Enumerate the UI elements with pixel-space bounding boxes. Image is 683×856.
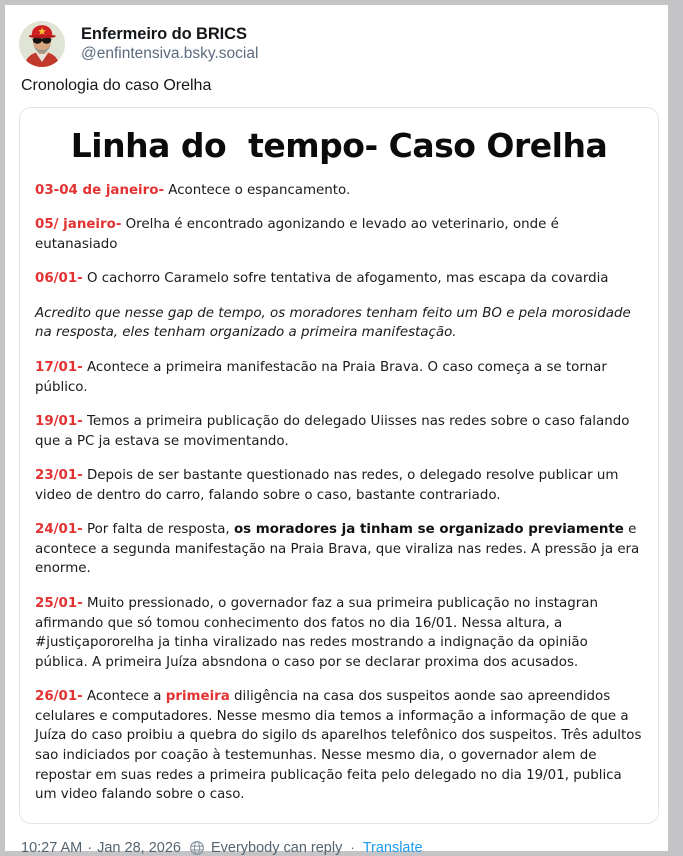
entry-date: 05/ janeiro- bbox=[35, 217, 122, 233]
timeline-entry bbox=[34, 358, 644, 397]
timeline-entry bbox=[34, 304, 644, 343]
entry-date: 24/01- bbox=[35, 522, 83, 538]
avatar-image bbox=[19, 21, 65, 67]
entry-body: Acontece a primeira manifestacão na Praia Brava. O caso começa a se tornar público. bbox=[35, 359, 607, 395]
entry-body: Acontece a bbox=[82, 689, 166, 705]
entry-body: Depois de ser bastante questionado nas redes, o delegado resolve publicar um video de dentro do carro, falando sobre o caso, bastante contrariado. bbox=[35, 468, 619, 503]
timeline-entry bbox=[34, 215, 644, 254]
author-display-name[interactable]: Enfermeiro do BRICS bbox=[81, 24, 247, 43]
entry-body: Orelha é encontrado agonizando e levado ao veterinario, onde é eutanasiado bbox=[35, 217, 559, 252]
entry-date: 17/01- bbox=[35, 359, 83, 375]
post-time: 10:27 AM bbox=[21, 839, 83, 856]
avatar[interactable] bbox=[19, 21, 65, 67]
timeline-entries bbox=[34, 181, 644, 805]
timeline-entry bbox=[34, 466, 644, 505]
timeline-entry bbox=[34, 687, 644, 804]
author-identity bbox=[81, 25, 258, 64]
entry-date: 25/01- bbox=[35, 596, 83, 612]
entry-date: 26/01- bbox=[35, 689, 83, 705]
timeline-entry bbox=[34, 181, 644, 201]
footer-separator: · bbox=[350, 840, 355, 856]
entry-date: 03-04 de janeiro- bbox=[35, 182, 165, 198]
entry-body: Muito pressionado, o governador faz a sua primeira publicação no instagran afirmando que só tomou conhecimento dos fatos no dia 16/01. Nessa altura, a #justiçapororelha ja tinha viralizado nas redes mostrando a indignação da opinião pública. A primeira Juíza absndona o caso por se declarar proxima dos acusados. bbox=[35, 596, 598, 670]
entry-body: O cachorro Caramelo sofre tentativa de afogamento, mas escapa da covardia bbox=[82, 271, 609, 287]
entry-body: Acontece o espancamento. bbox=[164, 182, 351, 198]
time-date-separator: · bbox=[87, 839, 93, 856]
audience-label: Everybody can reply bbox=[210, 839, 343, 856]
author-handle[interactable]: @enfintensiva.bsky.social bbox=[81, 45, 259, 63]
entry-body-highlight: primeira bbox=[165, 689, 230, 705]
post-date: Jan 28, 2026 bbox=[97, 839, 181, 856]
entry-date: 19/01- bbox=[35, 414, 83, 430]
entry-body: diligência na casa dos suspeitos aonde sao apreendidos celulares e computadores. Nesse mesmo dia temos a informação a informação de que a Juíza do caso proibiu a quebra do sigilo ds aparelhos telefônico dos suspeitos. Três adultos sao indiciados por coação à testemunhas. Nesse mesmo dia, o governador alem de repostar em suas redes a primeira publicação feita pelo delegado no dia 19/01, publica um video falando sobre o caso. bbox=[35, 689, 642, 803]
embedded-image-card[interactable] bbox=[19, 107, 659, 824]
entry-body: e acontece a segunda manifestação na Praia Brava, que viraliza nas redes. A pressão ja era enorme. bbox=[35, 522, 640, 577]
entry-body: Temos a primeira publicação do delegado Uiisses nas redes sobre o caso falando que a PC ja estava se movimentando. bbox=[35, 414, 630, 449]
timeline-entry bbox=[34, 594, 644, 672]
entry-body: Acredito que nesse gap de tempo, os moradores tenham feito um BO e pela morosidade na resposta, eles tenham organizado a primeira manifestação. bbox=[35, 305, 631, 341]
globe-icon bbox=[189, 840, 205, 856]
timeline-entry bbox=[34, 269, 644, 289]
post-text: Cronologia do caso Orelha bbox=[21, 77, 212, 94]
translate-link[interactable]: Translate bbox=[362, 839, 423, 856]
entry-body: Por falta de resposta, bbox=[82, 522, 234, 538]
entry-date: 23/01- bbox=[35, 468, 83, 484]
entry-body-bold: os moradores ja tinham se organizado previamente bbox=[233, 522, 624, 538]
post-container bbox=[5, 5, 673, 856]
timeline-entry bbox=[34, 412, 644, 451]
post-footer bbox=[19, 824, 659, 856]
timeline-title: Linha do tempo- Caso Orelha bbox=[70, 125, 608, 165]
entry-date: 06/01- bbox=[35, 271, 83, 287]
post-header bbox=[19, 5, 659, 67]
timeline-entry bbox=[34, 520, 644, 579]
page-content bbox=[5, 5, 673, 856]
